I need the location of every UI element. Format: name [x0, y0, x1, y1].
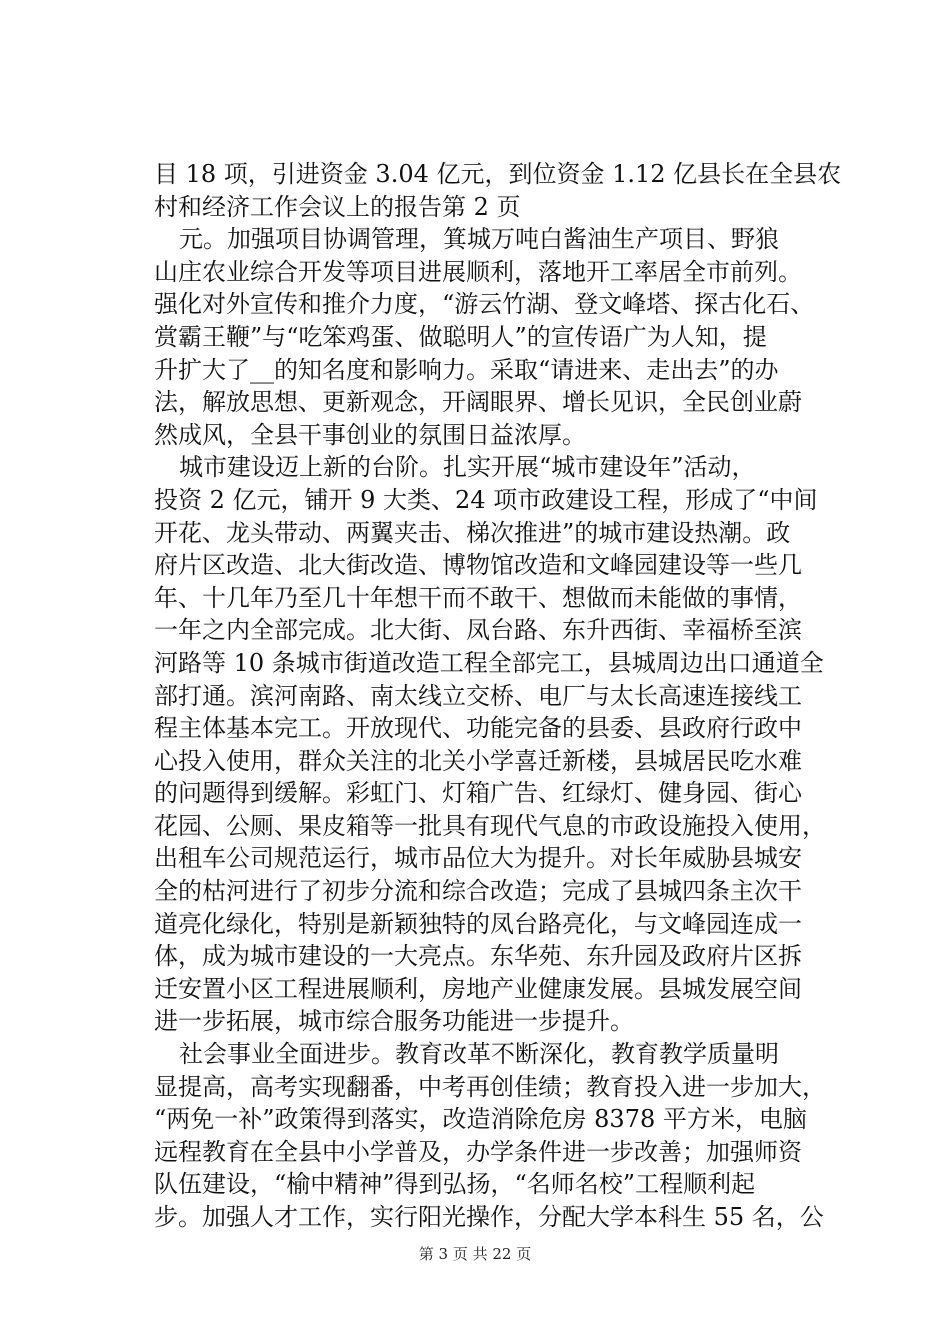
document-body: [154, 158, 854, 1234]
text-line: 府片区改造、北大街改造、博物馆改造和文峰园建设等一些几: [154, 551, 802, 580]
text-line: 年、十几年乃至几十年想干而不敢干、想做而未能做的事情，: [154, 583, 802, 612]
text-line: 升扩大了__的知名度和影响力。采取“请进来、走出去”的办: [154, 355, 779, 384]
text-line: 山庄农业综合开发等项目进展顺利，落地开工率居全市前列。: [154, 257, 802, 286]
text-line: 心投入使用，群众关注的北关小学喜迁新楼，县城居民吃水难: [154, 746, 802, 775]
text-line: 全的枯河进行了初步分流和综合改造；完成了县城四条主次干: [154, 877, 802, 906]
text-line: 投资 2 亿元，铺开 9 大类、24 项市政建设工程，形成了“中间: [154, 485, 818, 514]
text-line: 的问题得到缓解。彩虹门、灯箱广告、红绿灯、健身园、街心: [154, 779, 802, 808]
text-line: 道亮化绿化，特别是新颖独特的凤台路亮化，与文峰园连成一: [154, 909, 802, 938]
text-line: 花园、公厕、果皮箱等一批具有现代气息的市政设施投入使用，: [154, 811, 826, 840]
text-line: 一年之内全部完成。北大街、凤台路、东升西街、幸福桥至滨: [154, 616, 802, 645]
text-line: 赏霸王鞭”与“吃笨鸡蛋、做聪明人”的宣传语广为人知，提: [154, 322, 767, 351]
text-line: “两免一补”政策得到落实，改造消除危房 8378 平方米，电脑: [154, 1105, 807, 1134]
text-line: 程主体基本完工。开放现代、功能完备的县委、县政府行政中: [154, 714, 802, 743]
text-line: 队伍建设，“榆中精神”得到弘扬，“名师名校”工程顺利起: [154, 1170, 756, 1199]
text-line: 部打通。滨河南路、南太线立交桥、电厂与太长高速连接线工: [154, 681, 802, 710]
text-line: 河路等 10 条城市街道改造工程全部完工，县城周边出口通道全: [154, 648, 824, 677]
text-line: 然成风，全县干事创业的氛围日益浓厚。: [154, 420, 586, 449]
text-line: 村和经济工作会议上的报告第 2 页: [154, 192, 521, 221]
text-line: 显提高，高考实现翻番，中考再创佳绩；教育投入进一步加大，: [154, 1072, 826, 1101]
text-line: 远程教育在全县中小学普及，办学条件进一步改善；加强师资: [154, 1137, 802, 1166]
text-line: 城市建设迈上新的台阶。扎实开展“城市建设年”活动，: [179, 453, 756, 482]
page-number-footer: 第 3 页 共 22 页: [418, 1245, 532, 1263]
text-line: 元。加强项目协调管理，箕城万吨白酱油生产项目、野狼: [179, 225, 779, 254]
text-line: 迁安置小区工程进展顺利，房地产业健康发展。县城发展空间: [154, 974, 802, 1003]
text-line: 出租车公司规范运行，城市品位大为提升。对长年威胁县城安: [154, 844, 802, 873]
text-line: 社会事业全面进步。教育改革不断深化，教育教学质量明: [179, 1040, 779, 1069]
text-line: 体，成为城市建设的一大亮点。东华苑、东升园及政府片区拆: [154, 942, 802, 971]
text-line: 目 18 项，引进资金 3.04 亿元，到位资金 1.12 亿县长在全县农: [154, 160, 842, 188]
text-line: 强化对外宣传和推介力度，“游云竹湖、登文峰塔、探古化石、: [154, 290, 815, 319]
text-line: 进一步拓展，城市综合服务功能进一步提升。: [154, 1007, 634, 1036]
text-line: 法，解放思想、更新观念，开阔眼界、增长见识，全民创业蔚: [154, 388, 802, 417]
text-line: 步。加强人才工作，实行阳光操作，分配大学本科生 55 名，公: [154, 1203, 824, 1231]
text-line: 开花、龙头带动、两翼夹击、梯次推进”的城市建设热潮。政: [154, 518, 791, 547]
